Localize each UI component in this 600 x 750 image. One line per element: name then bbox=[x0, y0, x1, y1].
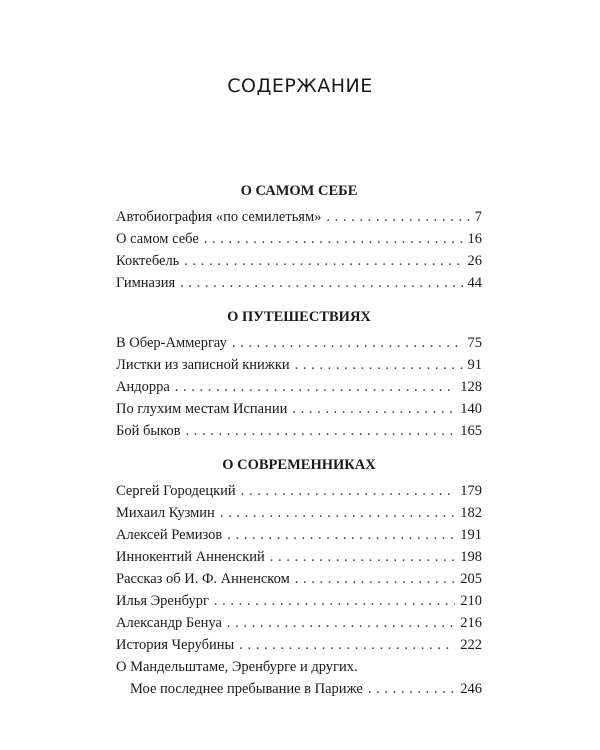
dot-leader bbox=[214, 590, 455, 612]
toc-entry[interactable] bbox=[116, 250, 482, 272]
dot-leader bbox=[292, 398, 455, 420]
dot-leader bbox=[186, 420, 456, 442]
page-number: 210 bbox=[460, 593, 482, 609]
dot-leader bbox=[239, 634, 455, 656]
entry-title: В Обер-Аммергау bbox=[116, 335, 227, 351]
toc-section-contemporaries bbox=[116, 454, 482, 700]
dot-leader bbox=[368, 678, 455, 700]
page-number: 128 bbox=[460, 379, 482, 395]
toc-entry[interactable] bbox=[116, 398, 482, 420]
entry-title: Михаил Кузмин bbox=[116, 505, 215, 521]
toc-entry[interactable] bbox=[116, 634, 482, 656]
section-heading: О САМОМ СЕБЕ bbox=[240, 183, 358, 199]
toc-entry[interactable] bbox=[116, 502, 482, 524]
page-number: 205 bbox=[460, 571, 482, 587]
entry-title: О самом себе bbox=[116, 231, 199, 247]
entry-title: Гимназия bbox=[116, 275, 176, 291]
page-number: 7 bbox=[474, 209, 482, 225]
page-number: 216 bbox=[460, 615, 482, 631]
page-number: 179 bbox=[460, 483, 482, 499]
entry-title-line1: О Мандельштаме, Эренбурге и других. bbox=[116, 659, 358, 675]
entry-title: Рассказ об И. Ф. Анненском bbox=[116, 571, 290, 587]
toc-entry[interactable] bbox=[116, 332, 482, 354]
page-number: 182 bbox=[460, 505, 482, 521]
entry-title: Бой быков bbox=[116, 423, 181, 439]
page-number: 140 bbox=[460, 401, 482, 417]
toc-entry[interactable] bbox=[116, 524, 482, 546]
entry-title: Андорра bbox=[116, 379, 170, 395]
page-number: 222 bbox=[460, 637, 482, 653]
page-number: 44 bbox=[467, 275, 482, 291]
toc-section-travels bbox=[116, 306, 482, 442]
entry-title: Иннокентий Анненский bbox=[116, 549, 265, 565]
dot-leader bbox=[227, 612, 455, 634]
toc-entry[interactable] bbox=[116, 354, 482, 376]
toc-entry[interactable] bbox=[116, 612, 482, 634]
dot-leader bbox=[232, 332, 463, 354]
toc-entry[interactable] bbox=[116, 206, 482, 228]
toc-entry[interactable] bbox=[116, 376, 482, 398]
page-number: 165 bbox=[460, 423, 482, 439]
entry-title: История Черубины bbox=[116, 637, 235, 653]
section-heading: О ПУТЕШЕСТВИЯХ bbox=[227, 309, 371, 325]
toc-entry[interactable] bbox=[116, 420, 482, 442]
dot-leader bbox=[295, 568, 456, 590]
toc-entry-multiline[interactable] bbox=[116, 656, 482, 700]
entry-title: Сергей Городецкий bbox=[116, 483, 236, 499]
toc-entry[interactable] bbox=[116, 568, 482, 590]
page-number: 198 bbox=[460, 549, 482, 565]
dot-leader bbox=[227, 524, 455, 546]
dot-leader bbox=[184, 250, 462, 272]
page-number: 246 bbox=[460, 681, 482, 697]
entry-title: Александр Бенуа bbox=[116, 615, 222, 631]
entry-title: Илья Эренбург bbox=[116, 593, 209, 609]
entry-title: Листки из записной книжки bbox=[116, 357, 290, 373]
entry-title: Алексей Ремизов bbox=[116, 527, 223, 543]
toc-entry[interactable] bbox=[116, 480, 482, 502]
dot-leader bbox=[295, 354, 463, 376]
toc-entry[interactable] bbox=[116, 546, 482, 568]
toc-section-self bbox=[116, 180, 482, 294]
entry-title: Автобиография «по семилетьям» bbox=[116, 209, 322, 225]
page-number: 191 bbox=[460, 527, 482, 543]
dot-leader bbox=[180, 272, 462, 294]
dot-leader bbox=[220, 502, 455, 524]
dot-leader bbox=[241, 480, 456, 502]
entry-title: По глухим местам Испании bbox=[116, 401, 288, 417]
dot-leader bbox=[326, 206, 469, 228]
dot-leader bbox=[270, 546, 455, 568]
page-number: 91 bbox=[467, 357, 482, 373]
dot-leader bbox=[175, 376, 455, 398]
toc-entry[interactable] bbox=[116, 228, 482, 250]
page-title: СОДЕРЖАНИЕ bbox=[227, 75, 373, 97]
entry-title-line2: Мое последнее пребывание в Париже bbox=[130, 681, 363, 697]
table-of-contents bbox=[116, 180, 482, 700]
entry-title-line2-row bbox=[116, 678, 482, 700]
toc-entry[interactable] bbox=[116, 590, 482, 612]
page-number: 26 bbox=[467, 253, 482, 269]
dot-leader bbox=[204, 228, 463, 250]
section-heading: О СОВРЕМЕННИКАХ bbox=[222, 457, 376, 473]
page-number: 16 bbox=[467, 231, 482, 247]
entry-title: Коктебель bbox=[116, 253, 180, 269]
page-number: 75 bbox=[467, 335, 482, 351]
toc-entry[interactable] bbox=[116, 272, 482, 294]
